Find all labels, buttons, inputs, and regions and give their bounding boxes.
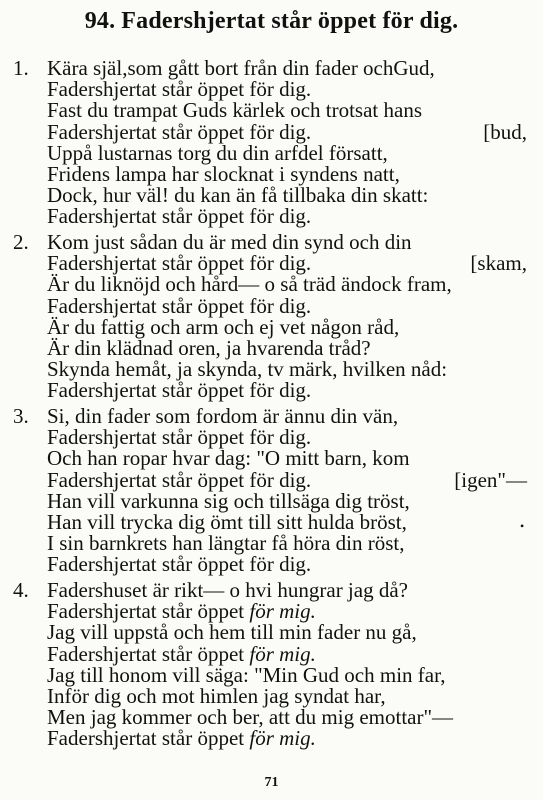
verse-line <box>47 662 527 687</box>
verse-line-emphasis: för mig. <box>249 641 316 666</box>
verse-line <box>13 578 527 602</box>
verse-line-text: Kom just sådan du är med din synd och din <box>47 230 412 254</box>
verse-line-carryover: [bud, <box>483 119 527 144</box>
verse-number: 2. <box>13 230 29 254</box>
verse-line-text: Fadershjertat står öppet för dig. <box>47 378 312 403</box>
verse-line-text: Uppå lustarnas torg du din arfdel försatt, <box>47 140 388 165</box>
verse-line-text: Fadershjertat står öppet för dig. <box>47 552 312 577</box>
verse-line <box>47 427 527 448</box>
hymn-title <box>0 8 543 35</box>
verse-line <box>47 512 527 533</box>
verse-line <box>47 622 527 643</box>
verse-line <box>47 448 527 469</box>
verse-line-text: Fadershjertat står öppet för dig. <box>47 204 312 229</box>
verse-line-text: I sin barnkrets han längtar få höra din röst, <box>47 531 405 556</box>
verse-line-text: Fadershjertat står öppet <box>47 599 245 624</box>
verse-line <box>47 164 527 185</box>
verse-line-text: Är du liknöjd och hård— o så träd ändock fram, <box>47 272 452 297</box>
verse-line-emphasis: för mig. <box>249 726 316 751</box>
verse-number: 3. <box>13 404 29 428</box>
verse-line-text: Fridens lampa har slocknat i syndens natt, <box>47 162 400 186</box>
verse-line-text: Dock, hur väl! du kan än få tillbaka din skatt: <box>47 183 429 208</box>
verse-line <box>47 314 527 339</box>
verse-line-text: Inför dig och mot himlen jag syndat har, <box>47 684 386 708</box>
verse-line-text: Fadershjertat står öppet <box>47 641 245 666</box>
verse-line-text: Fadershjertat står öppet för dig. <box>47 293 312 318</box>
verse-line <box>13 56 527 80</box>
verse-line <box>47 728 527 749</box>
verse-line <box>47 338 527 359</box>
verse-line-text: Jag till honom vill säga: "Min Gud och min far, <box>47 662 446 687</box>
verse-line-text: Fadershuset är rikt— o hvi hungrar jag då? <box>47 578 408 602</box>
verse-line <box>47 641 527 666</box>
verse-line-text: Fadershjertat står öppet för dig. <box>47 467 312 492</box>
hymn-title-text: Fadershjertat står öppet för dig. <box>121 8 459 34</box>
verse-line <box>47 359 527 380</box>
verse-line-text: Jag vill uppstå och hem till min fader nu gå, <box>47 620 417 645</box>
verse-line <box>47 119 527 144</box>
verse-line-carryover: [igen"— <box>454 467 527 492</box>
verse-number: 1. <box>13 56 29 80</box>
verse-line-text: Han vill varkunna sig och tillsäga dig tröst, <box>47 488 410 513</box>
verse-line-text: Si, din fader som fordom är ännu din vän, <box>47 404 399 428</box>
verse-line <box>47 274 527 295</box>
verse-line-text: Kära själ,som gått bort från din fader ochGud, <box>47 56 435 80</box>
verse-line <box>47 100 527 121</box>
verse-line <box>47 140 527 165</box>
verse-number: 4. <box>13 578 29 602</box>
verse-line-text: Är du fattig och arm och ej vet någon råd, <box>47 314 400 339</box>
verse-line-text: Men jag kommer och ber, att du mig emottar"— <box>47 705 454 730</box>
verse-line <box>13 230 527 254</box>
margin-mark: • <box>520 519 525 533</box>
verse-line <box>47 533 527 554</box>
verse-line <box>47 707 527 728</box>
verse-line <box>47 601 527 622</box>
hymn-number: 94. <box>84 8 116 34</box>
verse-line <box>47 467 527 492</box>
verse-line-text: Och han ropar hvar dag: "O mitt barn, kom <box>47 446 410 471</box>
verse-line-text: Fadershjertat står öppet för dig. <box>47 77 312 102</box>
verse-line-text: Fadershjertat står öppet för dig. <box>47 425 312 450</box>
verse-line-emphasis: för mig. <box>249 599 316 624</box>
verse-line-text: Fadershjertat står öppet för dig. <box>47 251 312 276</box>
verse-line <box>47 79 527 100</box>
page-number: 71 <box>264 775 279 790</box>
verse-line <box>47 554 527 575</box>
verse-line-text: Han vill trycka dig ömt till sitt hulda bröst, <box>47 510 407 534</box>
verse-line <box>47 206 527 227</box>
verse-line-text: Fadershjertat står öppet <box>47 726 245 751</box>
verse-line-text: Skynda hemåt, ja skynda, tv märk, hvilken nåd: <box>47 357 448 382</box>
verse-line-text: Fadershjertat står öppet för dig. <box>47 119 312 144</box>
verse-line <box>47 686 527 707</box>
verse-line <box>47 380 527 401</box>
verse-line-carryover: [skam, <box>470 251 527 276</box>
verse-line <box>47 293 527 318</box>
verse-line <box>47 488 527 513</box>
verse-line <box>13 404 527 428</box>
verse-line <box>47 185 527 206</box>
verse-line-text: Fast du trampat Guds kärlek och trotsat hans <box>47 98 423 123</box>
verse-line <box>47 253 527 274</box>
verse-line-text: Är din klädnad oren, ja hvarenda tråd? <box>47 336 371 360</box>
